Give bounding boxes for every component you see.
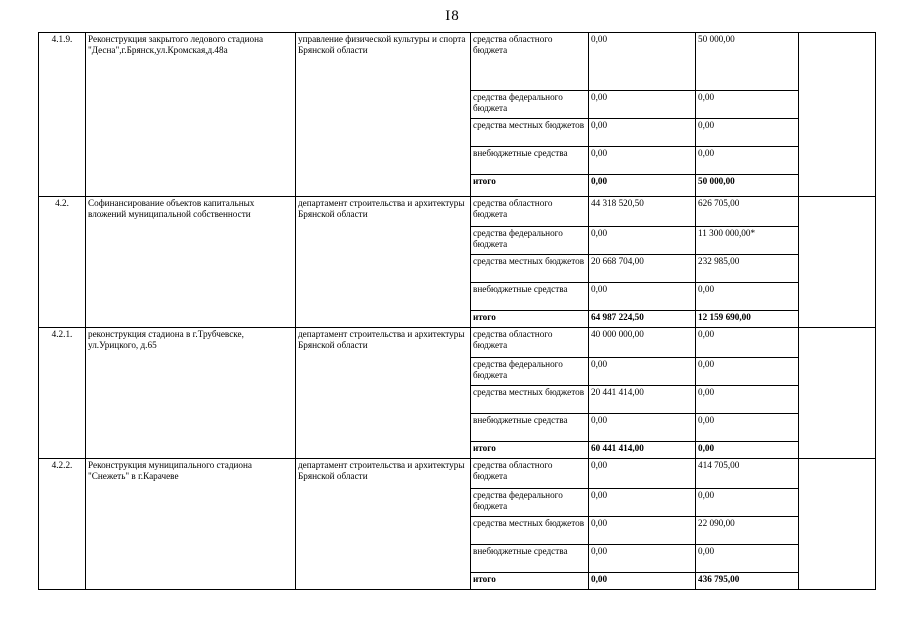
amount-col-2: 626 705,00 xyxy=(696,197,799,227)
table-row xyxy=(39,197,876,227)
table-row xyxy=(39,459,876,489)
responsible-department: департамент строительства и архитектуры Брянской области xyxy=(296,197,471,328)
amount-col-1: 60 441 414,00 xyxy=(589,442,696,459)
amount-col-1: 0,00 xyxy=(589,91,696,119)
amount-col-1: 20 668 704,00 xyxy=(589,255,696,283)
funding-source: средства областного бюджета xyxy=(471,197,589,227)
empty-cell xyxy=(799,459,876,590)
project-name: Реконструкция муниципального стадиона "Снежеть" в г.Карачеве xyxy=(86,459,296,590)
amount-col-1: 0,00 xyxy=(589,517,696,545)
funding-source: итого xyxy=(471,175,589,197)
project-name: Реконструкция закрытого ледового стадиона "Десна",г.Брянск,ул.Кромская,д.48а xyxy=(86,33,296,197)
item-code: 4.2. xyxy=(39,197,86,328)
responsible-department: департамент строительства и архитектуры Брянской области xyxy=(296,459,471,590)
amount-col-2: 0,00 xyxy=(696,328,799,358)
amount-col-1: 0,00 xyxy=(589,489,696,517)
amount-col-1: 0,00 xyxy=(589,33,696,91)
funding-source: средства федерального бюджета xyxy=(471,91,589,119)
funding-source: средства местных бюджетов xyxy=(471,517,589,545)
funding-source: средства федерального бюджета xyxy=(471,227,589,255)
amount-col-2: 0,00 xyxy=(696,147,799,175)
funding-source: средства областного бюджета xyxy=(471,459,589,489)
amount-col-2: 232 985,00 xyxy=(696,255,799,283)
amount-col-1: 0,00 xyxy=(589,283,696,311)
table-row xyxy=(39,328,876,358)
amount-col-2: 50 000,00 xyxy=(696,33,799,91)
project-name: реконструкция стадиона в г.Трубчевске, ул.Урицкого, д.65 xyxy=(86,328,296,459)
amount-col-1: 0,00 xyxy=(589,573,696,590)
empty-cell xyxy=(799,328,876,459)
funding-source: средства федерального бюджета xyxy=(471,489,589,517)
amount-col-1: 0,00 xyxy=(589,147,696,175)
funding-source: итого xyxy=(471,573,589,590)
funding-source: итого xyxy=(471,442,589,459)
amount-col-2: 0,00 xyxy=(696,119,799,147)
empty-cell xyxy=(799,33,876,197)
amount-col-2: 0,00 xyxy=(696,489,799,517)
amount-col-2: 50 000,00 xyxy=(696,175,799,197)
funding-source: средства федерального бюджета xyxy=(471,358,589,386)
amount-col-2: 0,00 xyxy=(696,283,799,311)
amount-col-1: 0,00 xyxy=(589,358,696,386)
amount-col-1: 0,00 xyxy=(589,545,696,573)
amount-col-2: 12 159 690,00 xyxy=(696,311,799,328)
funding-source: средства местных бюджетов xyxy=(471,119,589,147)
amount-col-1: 0,00 xyxy=(589,414,696,442)
empty-cell xyxy=(799,197,876,328)
responsible-department: департамент строительства и архитектуры Брянской области xyxy=(296,328,471,459)
responsible-department: управление физической культуры и спорта Брянской области xyxy=(296,33,471,197)
funding-source: средства местных бюджетов xyxy=(471,255,589,283)
amount-col-1: 0,00 xyxy=(589,175,696,197)
amount-col-1: 40 000 000,00 xyxy=(589,328,696,358)
amount-col-1: 0,00 xyxy=(589,459,696,489)
amount-col-1: 20 441 414,00 xyxy=(589,386,696,414)
amount-col-2: 0,00 xyxy=(696,358,799,386)
amount-col-1: 64 987 224,50 xyxy=(589,311,696,328)
project-name: Софинансирование объектов капитальных вложений муниципальной собственности xyxy=(86,197,296,328)
funding-source: внебюджетные средства xyxy=(471,283,589,311)
amount-col-2: 0,00 xyxy=(696,545,799,573)
item-code: 4.2.2. xyxy=(39,459,86,590)
page-number: I8 xyxy=(445,8,460,24)
funding-source: внебюджетные средства xyxy=(471,545,589,573)
amount-col-2: 436 795,00 xyxy=(696,573,799,590)
amount-col-1: 44 318 520,50 xyxy=(589,197,696,227)
amount-col-2: 11 300 000,00* xyxy=(696,227,799,255)
item-code: 4.2.1. xyxy=(39,328,86,459)
amount-col-1: 0,00 xyxy=(589,227,696,255)
funding-source: внебюджетные средства xyxy=(471,147,589,175)
funding-source: средства местных бюджетов xyxy=(471,386,589,414)
funding-source: средства областного бюджета xyxy=(471,33,589,91)
item-code: 4.1.9. xyxy=(39,33,86,197)
funding-source: внебюджетные средства xyxy=(471,414,589,442)
financing-table xyxy=(38,32,876,590)
funding-source: итого xyxy=(471,311,589,328)
funding-source: средства областного бюджета xyxy=(471,328,589,358)
amount-col-2: 0,00 xyxy=(696,386,799,414)
amount-col-1: 0,00 xyxy=(589,119,696,147)
amount-col-2: 0,00 xyxy=(696,91,799,119)
amount-col-2: 0,00 xyxy=(696,442,799,459)
amount-col-2: 22 090,00 xyxy=(696,517,799,545)
amount-col-2: 0,00 xyxy=(696,414,799,442)
table-row xyxy=(39,33,876,91)
amount-col-2: 414 705,00 xyxy=(696,459,799,489)
